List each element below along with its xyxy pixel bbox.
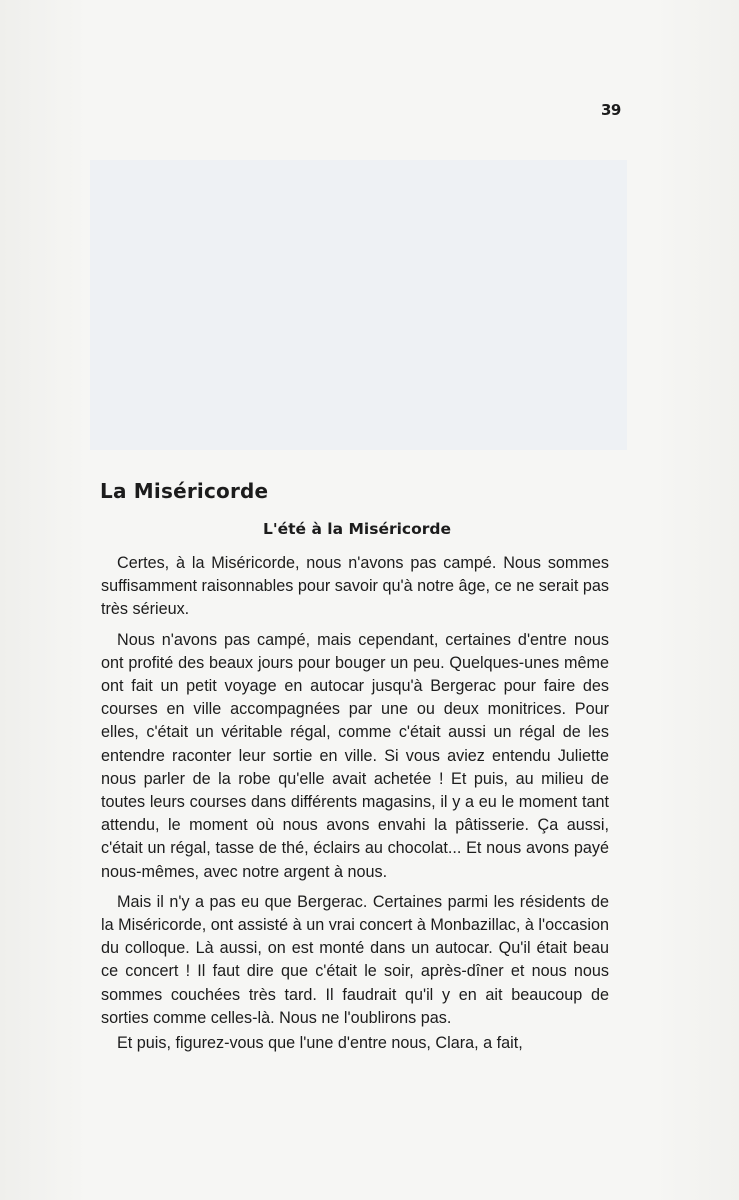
paragraph: Nous n'avons pas campé, mais cependant, certaines d'entre nous ont profité des beaux jours pour bouger un peu. Quelques-unes même ont fait un petit voyage en autocar jusqu'à Bergerac pour faire des courses en ville accompagnées par une ou deux monitrices. Pour elles, c'était un véritable régal, comme c'était aussi un régal de les entendre raconter leur sortie en ville. Si vous aviez entendu Juliette nous parler de la robe qu'elle avait achetée ! Et puis, au milieu de toutes leurs courses dans différents magasins, il y a eu le moment tant attendu, le moment où nous avons envahi la pâtisserie. Ça aussi, c'était un régal, tasse de thé, éclairs au chocolat... Et nous avons payé nous-mêmes, avec notre argent à nous. (101, 630, 609, 881)
paragraph: Certes, à la Miséricorde, nous n'avons pas campé. Nous sommes suffisamment raisonnables pour savoir qu'à notre âge, ce ne serait pas très sérieux. (101, 554, 609, 619)
page-number: 39 (601, 101, 621, 119)
section-title: La Miséricorde (100, 479, 269, 503)
article-body (101, 552, 609, 1062)
section-subtitle: L'été à la Miséricorde (263, 520, 451, 538)
paragraph: Mais il n'y a pas eu que Bergerac. Certaines parmi les résidents de la Miséricorde, ont assisté à un vrai concert à Monbazillac, à l'occasion du colloque. Là aussi, on est monté dans un autocar. Qu'il était beau ce concert ! Il faut dire que c'était le soir, après-dîner et nous nous sommes couchées très tard. Il faudrait qu'il y en ait beaucoup de sorties comme celles-là. Nous ne l'oublirons pas. (101, 892, 609, 1027)
blank-image-area (90, 160, 627, 450)
paragraph: Et puis, figurez-vous que l'une d'entre nous, Clara, a fait, (117, 1034, 523, 1053)
